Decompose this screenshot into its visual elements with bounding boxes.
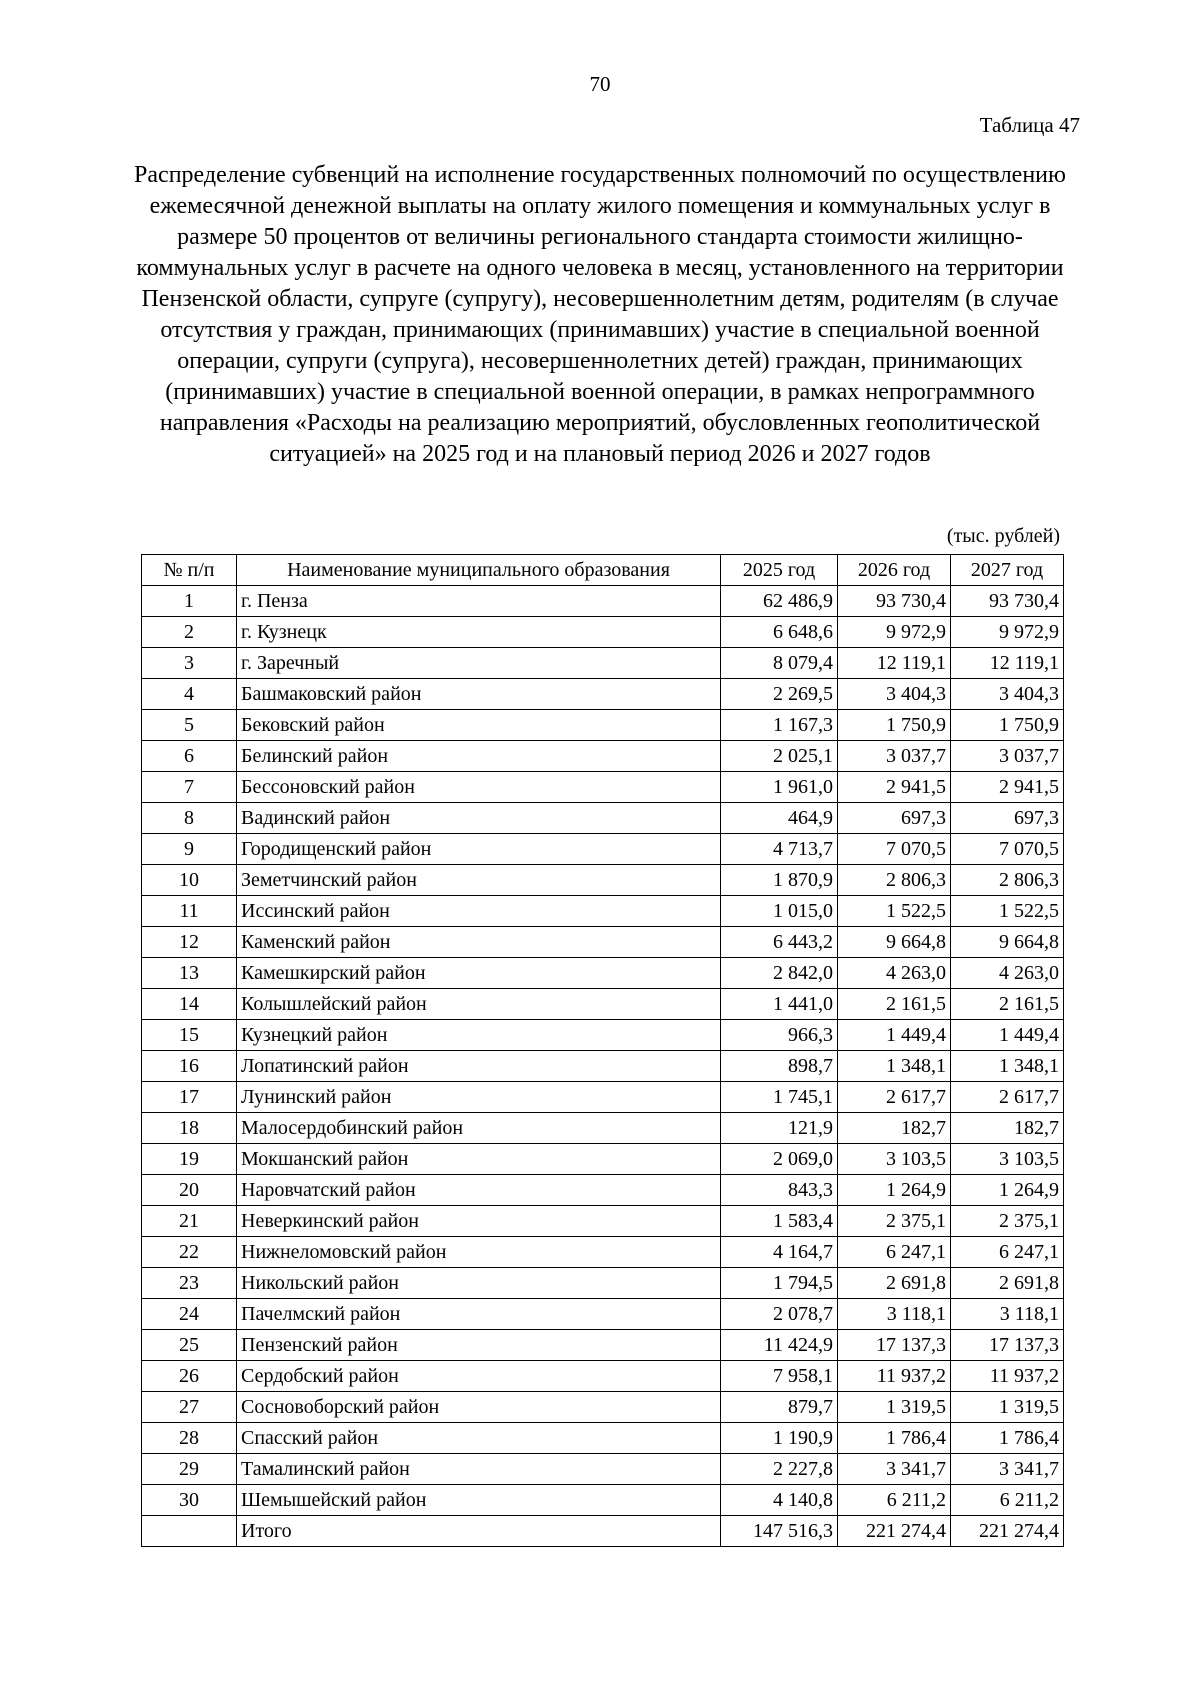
municipality-name: Сосновоборский район — [237, 1392, 721, 1423]
value-2025: 1 794,5 — [721, 1268, 838, 1299]
table-row — [142, 1268, 1064, 1299]
municipality-name: Лунинский район — [237, 1082, 721, 1113]
header-2026: 2026 год — [838, 555, 951, 586]
total-row — [142, 1516, 1064, 1547]
table-number: Таблица 47 — [979, 113, 1080, 137]
value-2027: 221 274,4 — [951, 1516, 1064, 1547]
table-row — [142, 896, 1064, 927]
value-2026: 3 103,5 — [838, 1144, 951, 1175]
subvention-table — [141, 554, 1064, 1547]
value-2026: 1 786,4 — [838, 1423, 951, 1454]
municipality-name: г. Пенза — [237, 586, 721, 617]
row-number: 25 — [142, 1330, 237, 1361]
row-number: 16 — [142, 1051, 237, 1082]
row-number: 29 — [142, 1454, 237, 1485]
table-row — [142, 1485, 1064, 1516]
table-row — [142, 1144, 1064, 1175]
value-2025: 121,9 — [721, 1113, 838, 1144]
table-row — [142, 1392, 1064, 1423]
municipality-name: Каменский район — [237, 927, 721, 958]
municipality-name: Кузнецкий район — [237, 1020, 721, 1051]
municipality-name: Тамалинский район — [237, 1454, 721, 1485]
header-number: № п/п — [142, 555, 237, 586]
row-number: 10 — [142, 865, 237, 896]
row-number: 7 — [142, 772, 237, 803]
table-row — [142, 1175, 1064, 1206]
value-2025: 2 069,0 — [721, 1144, 838, 1175]
municipality-name: Башмаковский район — [237, 679, 721, 710]
table-row — [142, 803, 1064, 834]
table-row — [142, 1299, 1064, 1330]
row-number: 9 — [142, 834, 237, 865]
value-2025: 1 015,0 — [721, 896, 838, 927]
value-2027: 6 247,1 — [951, 1237, 1064, 1268]
value-2026: 182,7 — [838, 1113, 951, 1144]
value-2027: 2 161,5 — [951, 989, 1064, 1020]
value-2025: 6 648,6 — [721, 617, 838, 648]
row-number: 4 — [142, 679, 237, 710]
header-municipality: Наименование муниципального образования — [237, 555, 721, 586]
value-2026: 9 972,9 — [838, 617, 951, 648]
row-number: 11 — [142, 896, 237, 927]
value-2027: 1 264,9 — [951, 1175, 1064, 1206]
municipality-name: Пензенский район — [237, 1330, 721, 1361]
value-2027: 1 319,5 — [951, 1392, 1064, 1423]
value-2026: 697,3 — [838, 803, 951, 834]
value-2026: 6 211,2 — [838, 1485, 951, 1516]
row-number: 20 — [142, 1175, 237, 1206]
row-number: 18 — [142, 1113, 237, 1144]
value-2027: 1 449,4 — [951, 1020, 1064, 1051]
table-row — [142, 927, 1064, 958]
row-number: 3 — [142, 648, 237, 679]
row-number: 21 — [142, 1206, 237, 1237]
municipality-name: Неверкинский район — [237, 1206, 721, 1237]
row-number: 14 — [142, 989, 237, 1020]
row-number: 23 — [142, 1268, 237, 1299]
row-number: 30 — [142, 1485, 237, 1516]
table-row — [142, 958, 1064, 989]
table-row — [142, 1113, 1064, 1144]
value-2026: 1 264,9 — [838, 1175, 951, 1206]
value-2026: 11 937,2 — [838, 1361, 951, 1392]
value-2027: 3 341,7 — [951, 1454, 1064, 1485]
page-number: 70 — [589, 72, 611, 96]
value-2027: 2 691,8 — [951, 1268, 1064, 1299]
table-row — [142, 710, 1064, 741]
municipality-name: Наровчатский район — [237, 1175, 721, 1206]
municipality-name: Шемышейский район — [237, 1485, 721, 1516]
value-2025: 1 583,4 — [721, 1206, 838, 1237]
value-2026: 1 348,1 — [838, 1051, 951, 1082]
value-2025: 11 424,9 — [721, 1330, 838, 1361]
value-2026: 3 341,7 — [838, 1454, 951, 1485]
value-2025: 62 486,9 — [721, 586, 838, 617]
table-row — [142, 1454, 1064, 1485]
municipality-name: Никольский район — [237, 1268, 721, 1299]
value-2027: 7 070,5 — [951, 834, 1064, 865]
table-row — [142, 679, 1064, 710]
municipality-name: Нижнеломовский район — [237, 1237, 721, 1268]
value-2027: 17 137,3 — [951, 1330, 1064, 1361]
value-2027: 1 750,9 — [951, 710, 1064, 741]
value-2026: 2 691,8 — [838, 1268, 951, 1299]
value-2027: 9 664,8 — [951, 927, 1064, 958]
value-2025: 464,9 — [721, 803, 838, 834]
value-2025: 2 078,7 — [721, 1299, 838, 1330]
value-2025: 4 140,8 — [721, 1485, 838, 1516]
municipality-name: Камешкирский район — [237, 958, 721, 989]
municipality-name: г. Заречный — [237, 648, 721, 679]
municipality-name: г. Кузнецк — [237, 617, 721, 648]
value-2025: 1 870,9 — [721, 865, 838, 896]
value-2027: 11 937,2 — [951, 1361, 1064, 1392]
units-label: (тыс. рублей) — [946, 525, 1060, 547]
value-2025: 966,3 — [721, 1020, 838, 1051]
value-2025: 2 269,5 — [721, 679, 838, 710]
value-2027: 2 375,1 — [951, 1206, 1064, 1237]
value-2027: 3 103,5 — [951, 1144, 1064, 1175]
value-2027: 2 941,5 — [951, 772, 1064, 803]
value-2025: 147 516,3 — [721, 1516, 838, 1547]
table-row — [142, 1051, 1064, 1082]
value-2026: 221 274,4 — [838, 1516, 951, 1547]
municipality-name: Мокшанский район — [237, 1144, 721, 1175]
value-2027: 3 118,1 — [951, 1299, 1064, 1330]
value-2027: 6 211,2 — [951, 1485, 1064, 1516]
table-row — [142, 1330, 1064, 1361]
row-number: 5 — [142, 710, 237, 741]
value-2026: 2 375,1 — [838, 1206, 951, 1237]
row-number: 2 — [142, 617, 237, 648]
row-number: 26 — [142, 1361, 237, 1392]
value-2027: 3 404,3 — [951, 679, 1064, 710]
value-2026: 1 750,9 — [838, 710, 951, 741]
value-2027: 9 972,9 — [951, 617, 1064, 648]
value-2025: 4 713,7 — [721, 834, 838, 865]
row-number: 13 — [142, 958, 237, 989]
value-2025: 7 958,1 — [721, 1361, 838, 1392]
municipality-name: Иссинский район — [237, 896, 721, 927]
row-number: 24 — [142, 1299, 237, 1330]
table-row — [142, 1082, 1064, 1113]
municipality-name: Пачелмский район — [237, 1299, 721, 1330]
value-2025: 2 227,8 — [721, 1454, 838, 1485]
value-2025: 2 842,0 — [721, 958, 838, 989]
table-row — [142, 989, 1064, 1020]
value-2027: 4 263,0 — [951, 958, 1064, 989]
value-2026: 3 037,7 — [838, 741, 951, 772]
value-2025: 1 190,9 — [721, 1423, 838, 1454]
table-row — [142, 648, 1064, 679]
municipality-name: Городищенский район — [237, 834, 721, 865]
value-2025: 1 441,0 — [721, 989, 838, 1020]
table-row — [142, 1361, 1064, 1392]
value-2026: 9 664,8 — [838, 927, 951, 958]
value-2027: 2 806,3 — [951, 865, 1064, 896]
value-2026: 2 806,3 — [838, 865, 951, 896]
value-2027: 12 119,1 — [951, 648, 1064, 679]
value-2026: 12 119,1 — [838, 648, 951, 679]
value-2026: 3 404,3 — [838, 679, 951, 710]
row-number: 27 — [142, 1392, 237, 1423]
value-2027: 2 617,7 — [951, 1082, 1064, 1113]
value-2026: 7 070,5 — [838, 834, 951, 865]
municipality-name: Спасский район — [237, 1423, 721, 1454]
municipality-name: Лопатинский район — [237, 1051, 721, 1082]
value-2025: 1 745,1 — [721, 1082, 838, 1113]
value-2026: 1 522,5 — [838, 896, 951, 927]
row-number: 28 — [142, 1423, 237, 1454]
table-row — [142, 1237, 1064, 1268]
table-row — [142, 1020, 1064, 1051]
value-2027: 1 348,1 — [951, 1051, 1064, 1082]
row-number: 22 — [142, 1237, 237, 1268]
value-2026: 93 730,4 — [838, 586, 951, 617]
table-row — [142, 586, 1064, 617]
row-number: 8 — [142, 803, 237, 834]
table-row — [142, 617, 1064, 648]
table-body — [142, 586, 1064, 1547]
table-row — [142, 772, 1064, 803]
value-2027: 93 730,4 — [951, 586, 1064, 617]
municipality-name: Земетчинский район — [237, 865, 721, 896]
value-2026: 1 319,5 — [838, 1392, 951, 1423]
value-2025: 2 025,1 — [721, 741, 838, 772]
table-row — [142, 1206, 1064, 1237]
row-number: 19 — [142, 1144, 237, 1175]
document-title: Распределение субвенций на исполнение государственных полномочий по осуществлению ежемесячной денежной выплаты на оплату жилого помещения и коммунальных услуг в размере 50 процентов от величины регионального стандарта стоимости жилищно-коммунальных услуг в расчете на одного человека в месяц, установленного на территории Пензенской области, супруге (супругу), несовершеннолетним детям, родителям (в случае отсутствия у граждан, принимающих (принимавших) участие в специальной военной операции, супруги (супруга), несовершеннолетних детей) граждан, принимающих (принимавших) участие в специальной военной операции, в рамках непрограммного направления «Расходы на реализацию мероприятий, обусловленных геополитической ситуацией» на 2025 год и на плановый период 2026 и 2027 годов — [134, 162, 1066, 467]
value-2026: 2 941,5 — [838, 772, 951, 803]
table-row — [142, 834, 1064, 865]
value-2027: 697,3 — [951, 803, 1064, 834]
value-2026: 1 449,4 — [838, 1020, 951, 1051]
value-2026: 17 137,3 — [838, 1330, 951, 1361]
municipality-name: Бессоновский район — [237, 772, 721, 803]
value-2026: 2 161,5 — [838, 989, 951, 1020]
row-number: 6 — [142, 741, 237, 772]
value-2025: 4 164,7 — [721, 1237, 838, 1268]
value-2025: 879,7 — [721, 1392, 838, 1423]
value-2025: 1 961,0 — [721, 772, 838, 803]
row-number: 12 — [142, 927, 237, 958]
header-2025: 2025 год — [721, 555, 838, 586]
value-2027: 1 522,5 — [951, 896, 1064, 927]
value-2025: 1 167,3 — [721, 710, 838, 741]
municipality-name: Итого — [237, 1516, 721, 1547]
municipality-name: Белинский район — [237, 741, 721, 772]
value-2025: 843,3 — [721, 1175, 838, 1206]
table-row — [142, 865, 1064, 896]
municipality-name: Вадинский район — [237, 803, 721, 834]
value-2026: 3 118,1 — [838, 1299, 951, 1330]
value-2027: 3 037,7 — [951, 741, 1064, 772]
table-header-row — [142, 555, 1064, 586]
row-number: 17 — [142, 1082, 237, 1113]
value-2026: 6 247,1 — [838, 1237, 951, 1268]
value-2027: 1 786,4 — [951, 1423, 1064, 1454]
municipality-name: Бековский район — [237, 710, 721, 741]
header-2027: 2027 год — [951, 555, 1064, 586]
municipality-name: Сердобский район — [237, 1361, 721, 1392]
value-2025: 8 079,4 — [721, 648, 838, 679]
municipality-name: Малосердобинский район — [237, 1113, 721, 1144]
row-number — [142, 1516, 237, 1547]
municipality-name: Колышлейский район — [237, 989, 721, 1020]
value-2026: 2 617,7 — [838, 1082, 951, 1113]
value-2025: 898,7 — [721, 1051, 838, 1082]
value-2027: 182,7 — [951, 1113, 1064, 1144]
value-2026: 4 263,0 — [838, 958, 951, 989]
table-row — [142, 741, 1064, 772]
row-number: 1 — [142, 586, 237, 617]
value-2025: 6 443,2 — [721, 927, 838, 958]
row-number: 15 — [142, 1020, 237, 1051]
table-row — [142, 1423, 1064, 1454]
